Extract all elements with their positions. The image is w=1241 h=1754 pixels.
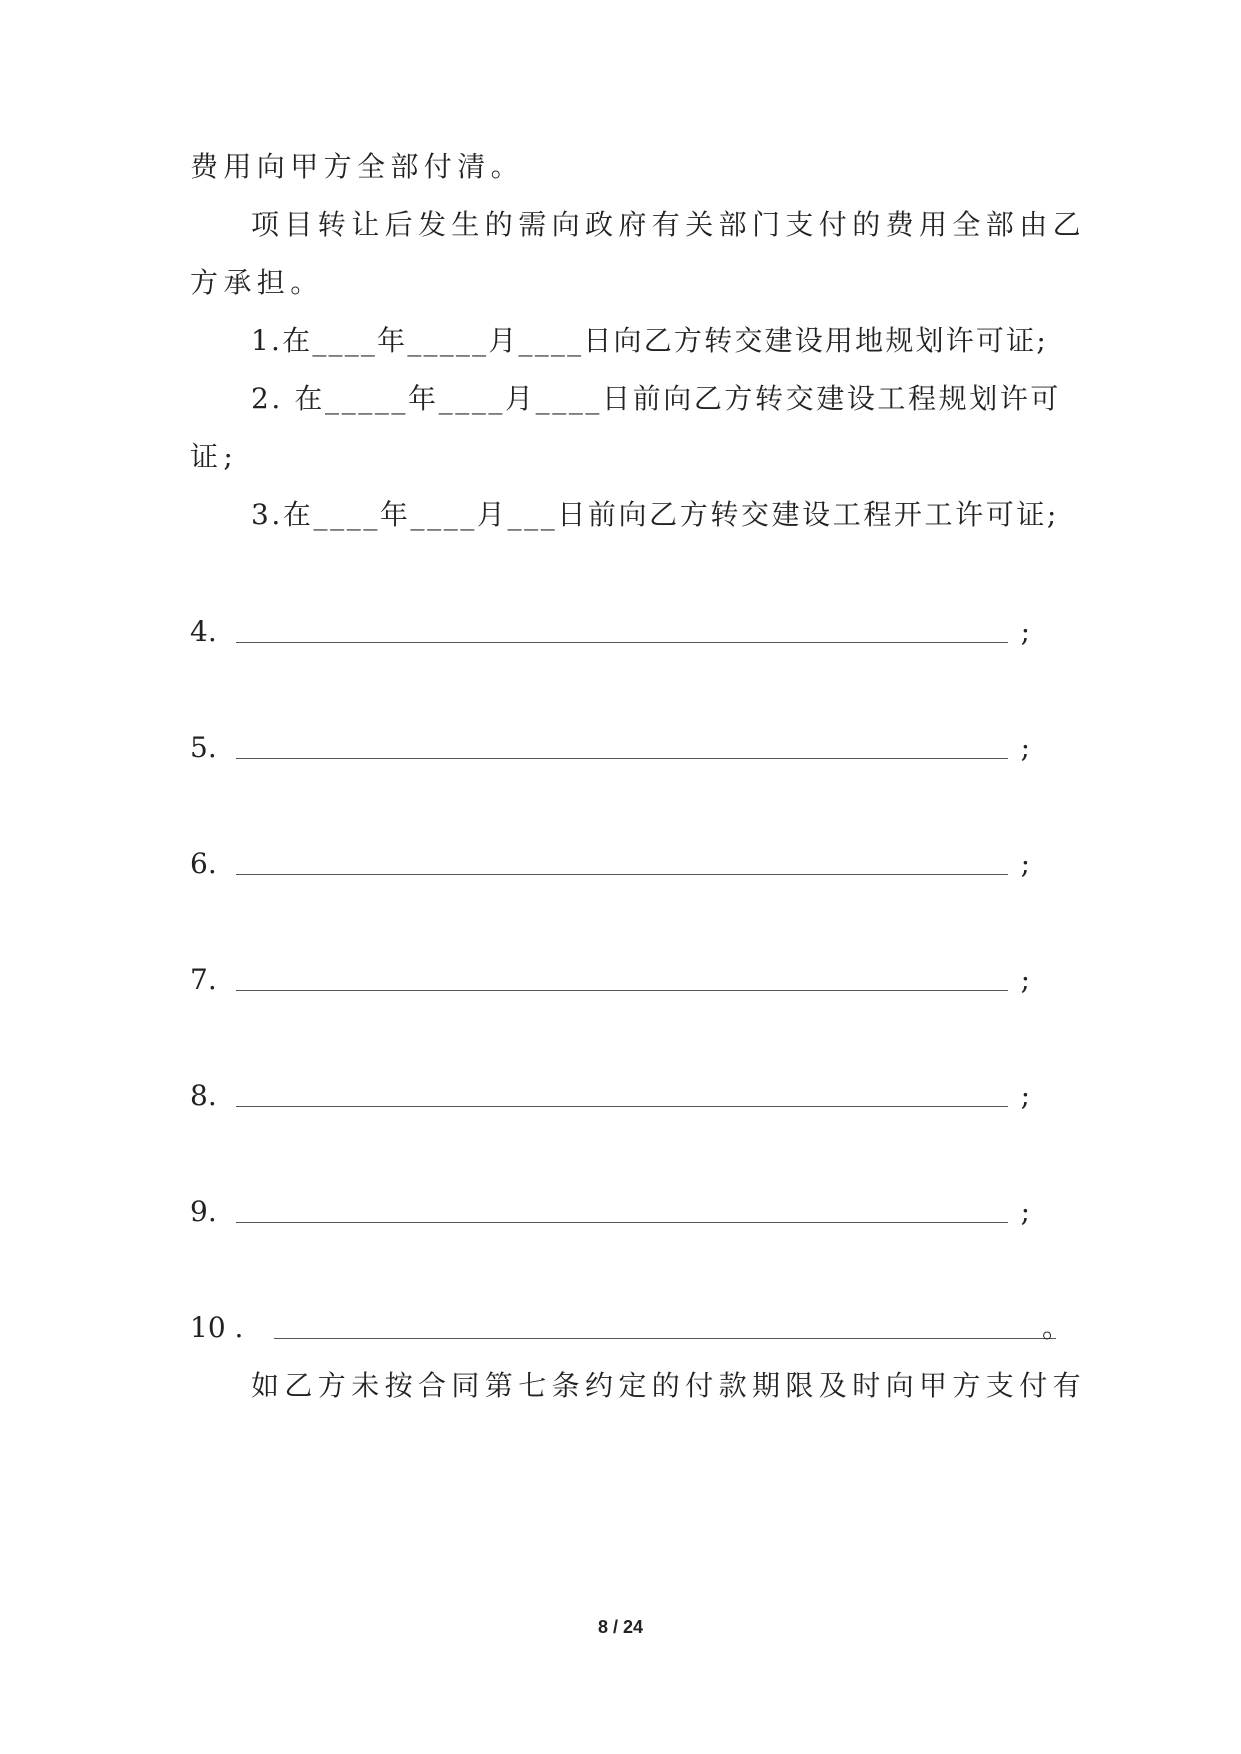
fill-in-line (236, 874, 1008, 875)
item-punctuation: ; (1020, 847, 1030, 880)
item-punctuation: 。 (1041, 1311, 1070, 1344)
list-item: 2. 在_____年____月____日前向乙方转交建设工程规划许可 (251, 382, 1062, 415)
blank-item-8 (190, 1076, 1030, 1116)
blank-item-6 (190, 844, 1030, 884)
blank-item-9 (190, 1192, 1030, 1232)
blank-item-4 (190, 612, 1030, 652)
blank-item-7 (190, 960, 1030, 1000)
blank-item-5 (190, 728, 1030, 768)
fill-in-line (236, 642, 1008, 643)
page-number: 8 / 24 (597, 1617, 644, 1637)
item-punctuation: ; (1020, 963, 1030, 996)
item-number: 9. (190, 1195, 217, 1228)
fill-in-line (236, 1222, 1008, 1223)
item-punctuation: ; (1020, 1195, 1030, 1228)
paragraph-line: 方承担。 (190, 266, 324, 299)
item-number: 4. (190, 615, 217, 648)
fill-in-line (236, 1106, 1008, 1107)
fill-in-line (236, 758, 1008, 759)
item-number: 7. (190, 963, 217, 996)
item-number: 8. (190, 1079, 217, 1112)
item-number: 6. (190, 847, 217, 880)
fill-in-line (236, 990, 1008, 991)
paragraph-line: 证; (190, 440, 239, 473)
blank-item-10 (190, 1308, 1070, 1348)
paragraph-line: 费用向甲方全部付清。 (190, 150, 525, 183)
item-number: 10 . (190, 1311, 244, 1344)
paragraph-line: 如乙方未按合同第七条约定的付款期限及时向甲方支付有 (251, 1369, 1087, 1402)
item-punctuation: ; (1020, 615, 1030, 648)
item-punctuation: ; (1020, 1079, 1030, 1112)
item-number: 5. (190, 731, 217, 764)
item-punctuation: ; (1020, 731, 1030, 764)
paragraph-line: 项目转让后发生的需向政府有关部门支付的费用全部由乙 (251, 208, 1087, 241)
fill-in-line (274, 1338, 1056, 1339)
list-item: 1.在____年_____月____日向乙方转交建设用地规划许可证; (251, 324, 1048, 357)
list-item: 3.在____年____月___日前向乙方转交建设工程开工许可证; (251, 498, 1059, 531)
